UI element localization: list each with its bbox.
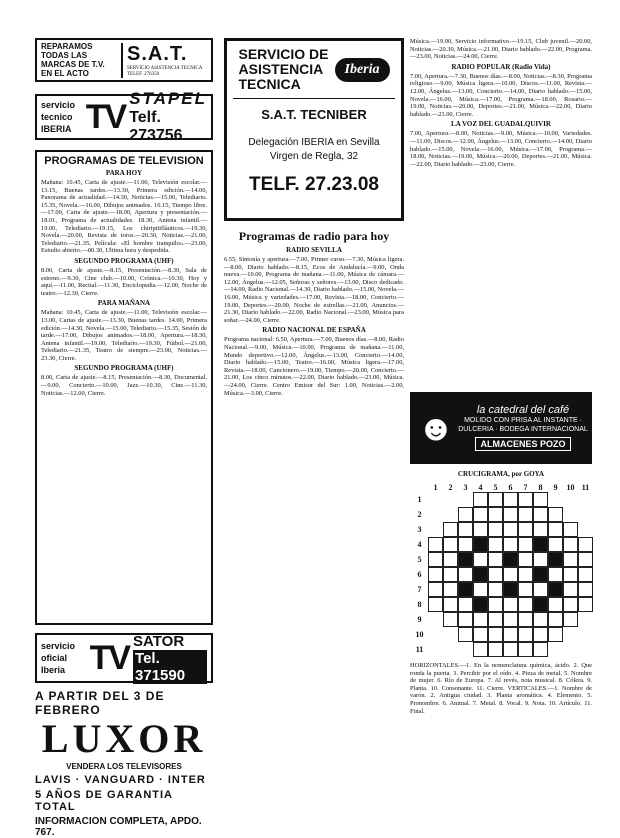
crossword-cell: [518, 537, 533, 552]
crossword-number: 10: [566, 483, 575, 492]
crossword-cell: [578, 627, 593, 642]
crossword-cell: [458, 492, 473, 507]
crossword-cell: [488, 642, 503, 657]
divider: [233, 98, 395, 99]
crossword-cell: [503, 492, 518, 507]
crossword-cell: [443, 507, 458, 522]
crossword-cell: [503, 612, 518, 627]
sator-tel: Tel. 371590: [133, 650, 207, 684]
stapel-brand: STAPEL: [129, 89, 207, 108]
stapel-ad: [35, 89, 213, 144]
crossword-cell: [488, 537, 503, 552]
crossword-cell: [458, 507, 473, 522]
crossword-cell: [473, 537, 488, 552]
crossword-cell: [563, 567, 578, 582]
luxor-line: VENDERA LOS TELEVISORES: [66, 762, 182, 771]
cafe-sub: MOLIDO CON PRISA AL INSTANTE · DULCERIA · BODEGA INTERNACIONAL: [458, 417, 588, 433]
iberia-logo: Iberia: [335, 58, 390, 82]
crossword-cell: [443, 567, 458, 582]
crossword-cell: [473, 552, 488, 567]
radio-programs: [224, 229, 404, 789]
crossword-cell: [503, 567, 518, 582]
iberia-deleg-line: Virgen de Regla, 32: [269, 151, 359, 162]
crossword-number: 2: [417, 510, 422, 519]
crossword-cell: [548, 612, 563, 627]
crossword-cell: [428, 522, 443, 537]
crossword-cell: [578, 537, 593, 552]
crossword-number: 1: [433, 483, 438, 492]
iberia-ad: [224, 38, 404, 221]
column-left: [35, 38, 213, 838]
tv-heading: SEGUNDO PROGRAMA (UHF): [74, 256, 174, 265]
crossword-cell: [428, 642, 443, 657]
iberia-deleg-line: Delegación IBERIA en Sevilla: [248, 137, 380, 148]
crossword-number: 1: [417, 495, 422, 504]
tv-programs: [35, 150, 213, 625]
crossword-cell: [518, 522, 533, 537]
crossword-cell: [578, 642, 593, 657]
crossword-cell: [428, 507, 443, 522]
crossword-cell: [503, 507, 518, 522]
crossword-cell: [518, 582, 533, 597]
crossword-number: 10: [415, 630, 424, 639]
crossword-cell: [563, 492, 578, 507]
tv-paragraph: Mañana: 10.45, Carta de ajuste.—11.00, Televisión escolar.—13.00, Cartas de ajuste.—13.30, Buenas tardes. 14.00, Primera edición.—14.30, Novela.—15.00, Telediario.—15.35, Sesión de tarde.—17.00, Dibujos animados.—18.00, Apertura.—18.30, Antena infantil.—19.00, Telediario.—19.30, Fútbol.—21.00, Telediario.—21.35, Teatro de siempre.—23.00, Noticias.—23.30, Cierre.: [41, 309, 207, 362]
crossword-cell: [533, 567, 548, 582]
radio-paragraph: Música.—19.00, Servicio informativo.—19.15, Club juvenil.—20.00, Noticias.—20.30, Música.—21.00, Diario hablado.—22.00, Programa.—23.00, Noticias.—24.00, Cierre.: [410, 38, 592, 61]
sat-tel: TELEF. 276350: [127, 71, 160, 77]
crossword-cell: [443, 582, 458, 597]
crossword-cell: [488, 582, 503, 597]
crossword-cell: [428, 597, 443, 612]
crossword-cell: [518, 507, 533, 522]
crossword-cell: [548, 507, 563, 522]
crossword-cell: [533, 627, 548, 642]
crossword-cell: [428, 537, 443, 552]
luxor-line: 5 AÑOS DE GARANTIA TOTAL: [35, 789, 173, 813]
crossword-cell: [518, 612, 533, 627]
crossword-number: 7: [523, 483, 528, 492]
crossword-cell: [473, 492, 488, 507]
crossword-cell: [548, 597, 563, 612]
crossword-cell: [563, 627, 578, 642]
crossword-cell: [458, 582, 473, 597]
radio-heading: RADIO POPULAR (Radio Vida): [451, 62, 551, 71]
crossword-cell: [578, 567, 593, 582]
radio-heading: RADIO SEVILLA: [286, 246, 342, 254]
radio-paragraph: 7.00, Apertura.—7.30, Buenos días.—8.00, Noticias.—8.30, Programa religioso.—9.00, Música ligera.—10.00, Discos.—11.00, Revista.—12.00, Ángelus.—13.00, Concierto.—14.00, Diario hablado.—15.00, Novela.—16.00, Música.—17.00, Programa.—18.00, Rosario.—19.00, Noticias.—20.00, Deportes.—21.00, Música.—22.00, Diario hablado.—23.00, Cierre.: [410, 72, 592, 118]
crossword-cell: [563, 582, 578, 597]
sator-ad: [35, 633, 213, 683]
crossword-cell: [563, 552, 578, 567]
crossword-cell: [428, 612, 443, 627]
crossword-number: 6: [508, 483, 513, 492]
crossword-cell: [578, 507, 593, 522]
crossword-cell: [518, 627, 533, 642]
luxor-line: LAVIS · VANGUARD · INTER: [35, 774, 206, 786]
crossword-number: 4: [478, 483, 483, 492]
iberia-service-line: TECNICA: [238, 76, 301, 92]
luxor-ad: [35, 689, 213, 838]
crossword-cell: [428, 552, 443, 567]
tv-heading: PARA HOY: [105, 169, 143, 177]
tv-heading: PARA MAÑANA: [97, 299, 151, 308]
iberia-service: [239, 47, 329, 92]
crossword-cell: [548, 522, 563, 537]
crossword-cell: [503, 522, 518, 537]
sat-line: MARCAS DE T.V.: [41, 60, 105, 69]
stapel-right: [129, 89, 207, 145]
cafe-ad: [410, 392, 592, 464]
crossword-cell: [548, 642, 563, 657]
radio-paragraph: 6.55, Sintonía y apertura.—7.00, Primer curso.—7.30, Música ligera.—8.00, Diario hablado.—8.15, Ecos de Andalucía.—9.00, Onda nueva.—10.00, Programa de mañana.—11.00, Música de cámara.—12.00, Ángelus.—12.05, Señoras y señores.—13.00, Disco dedicado.—14.00, Radio Nacional.—14.30, Diario hablado.—15.00, Novela.—16.00, Música y variedades.—17.00, Revista.—18.00, Concierto.—19.00, Deportes.—20.00, Noche de estrellas.—21.00, Anuncios.—21.30, Diario hablado.—22.00, Radio Nacional.—23.00, Música para soñar.—24.00, Cierre.: [224, 256, 404, 324]
crossword-cell: [458, 612, 473, 627]
tv-paragraph: Mañana: 10.45, Carta de ajuste.—11.00, Televisión escolar.—13.15, Buenas tardes.—13.30, Primera edición.—14.00, Panorama de actualidad.—14.30, Noticias.—15.00, Telediario. 15.35, Novela.—16.00, Dibujos animados. 16.15, Tiempo libre.—17.00, Carta de ajuste.—18.00, Apertura y presentación.—18.01, Programa de actualidades. 18.30, Antena infantil.—19.00, Telediario.—19.15, Los chiripitifláuticos.—19.30, Novela.—20.00, Revista de toros.—20.30, Noticias.—21.00, Telediario.—21.35, Película: «El hombre tranquilo».—23.00, Estudio abierto.—00.30, Ultima hora y despedida.: [41, 179, 207, 255]
crossword-cell: [428, 492, 443, 507]
crossword-cell: [458, 642, 473, 657]
crossword-number: 11: [581, 483, 590, 492]
sator-stack: [41, 640, 86, 676]
crossword-cell: [503, 597, 518, 612]
crossword-cell: [428, 627, 443, 642]
crossword-number: 6: [417, 570, 422, 579]
column-right: [410, 38, 592, 715]
crossword-cell: [458, 567, 473, 582]
column-middle: [224, 38, 404, 789]
crossword-cell: [428, 582, 443, 597]
crossword-cell: [488, 522, 503, 537]
tv-logo: TV: [85, 97, 126, 136]
crossword-cell: [458, 522, 473, 537]
crossword-cell: [518, 552, 533, 567]
sat-line: TODAS LAS: [41, 51, 88, 60]
crossword-cell: [503, 642, 518, 657]
tv-logo: TV: [89, 638, 130, 677]
crossword-cell: [548, 492, 563, 507]
iberia-service-line: SERVICIO DE: [238, 46, 329, 62]
iberia-service-line: ASISTENCIA: [238, 61, 324, 77]
mascot-icon: ☻: [417, 408, 455, 448]
crossword-cell: [473, 507, 488, 522]
sator-line: servicio: [41, 641, 76, 651]
crossword-cell: [563, 597, 578, 612]
crossword-cell: [563, 537, 578, 552]
sat-line: EN EL ACTO: [41, 69, 89, 78]
crossword-cell: [473, 642, 488, 657]
crossword-number: 4: [417, 540, 422, 549]
tv-paragraph: 8.00, Carta de ajuste.—8.15, Presentación.—8.30, Sala de estreno.—9.30, Cine club.—10.00, Crónica.—10.30, Hoy y aquí.—11.00, Recital.—11.30, Enciclopedia.—12.00, Noche de teatro.—12.30, Cierre.: [41, 266, 207, 297]
crossword-cell: [578, 612, 593, 627]
sator-right: [133, 633, 207, 684]
stapel-tel: Telf. 273756: [129, 109, 183, 144]
crossword-cell: [578, 492, 593, 507]
crossword-cell: [488, 567, 503, 582]
crossword-number: 5: [493, 483, 498, 492]
crossword-cell: [578, 597, 593, 612]
stapel-line: tecnico: [41, 112, 73, 122]
radio-heading: RADIO NACIONAL DE ESPAÑA: [262, 326, 366, 335]
crossword-cell: [563, 507, 578, 522]
crossword-cell: [548, 552, 563, 567]
crossword-title: CRUCIGRAMA, por GOYA: [457, 470, 545, 478]
crossword-cell: [503, 582, 518, 597]
crossword-cell: [443, 492, 458, 507]
crossword: [410, 480, 592, 660]
crossword-cell: [443, 552, 458, 567]
sat-logo: S.A.T.: [127, 42, 188, 65]
crossword-cell: [503, 552, 518, 567]
crossword-cell: [533, 612, 548, 627]
crossword-cell: [578, 522, 593, 537]
crossword-cell: [518, 567, 533, 582]
sator-line: Iberia: [41, 665, 66, 675]
crossword-cell: [458, 552, 473, 567]
crossword-cell: [563, 642, 578, 657]
radio-paragraph: 7.00, Apertura.—8.00, Noticias.—9.00, Música.—10.00, Variedades.—11.00, Discos.—12.00, Ángelus.—13.00, Concierto.—14.00, Diario hablado.—15.00, Novela.—16.00, Música.—17.00, Programa.—18.00, Noticias.—19.00, Música.—20.00, Deportes.—21.00, Música.—22.00, Diario hablado.—23.00, Cierre.: [410, 130, 592, 168]
tv-title: PROGRAMAS DE TELEVISION: [44, 155, 204, 167]
crossword-cell: [518, 492, 533, 507]
crossword-number: 8: [538, 483, 543, 492]
cafe-title: la catedral del café: [476, 404, 570, 416]
crossword-cell: [458, 537, 473, 552]
crossword-grid: [428, 492, 593, 657]
crossword-cell: [458, 597, 473, 612]
crossword-cell: [533, 492, 548, 507]
stapel-line: servicio: [41, 100, 76, 110]
crossword-cell: [473, 522, 488, 537]
crossword-cell: [578, 552, 593, 567]
crossword-cell: [503, 627, 518, 642]
crossword-cell: [563, 522, 578, 537]
crossword-number: 7: [417, 585, 422, 594]
crossword-cell: [473, 597, 488, 612]
crossword-cell: [488, 507, 503, 522]
crossword-cell: [533, 597, 548, 612]
crossword-cell: [518, 642, 533, 657]
crossword-cell: [443, 642, 458, 657]
crossword-number: 9: [553, 483, 558, 492]
sator-line: oficial: [41, 653, 68, 663]
crossword-cell: [488, 597, 503, 612]
radio-title: Programas de radio para hoy: [238, 229, 390, 243]
crossword-row-numbers: [412, 492, 427, 657]
crossword-number: 5: [417, 555, 422, 564]
sat-sub: SERVICIO ASISTENCIA TECNICA: [127, 65, 203, 71]
crossword-cell: [578, 582, 593, 597]
crossword-cell: [473, 612, 488, 627]
crossword-cell: [518, 597, 533, 612]
sat-ad-text: [41, 42, 119, 78]
iberia-top: [233, 47, 395, 92]
crossword-cell: [533, 537, 548, 552]
tv-paragraph: 8.00, Carta de ajuste.—8.15, Presentación.—8.30, Documental.—9.00, Concierto.—10.00, Jazz.—10.30, Cine.—11.30, Noticias.—12.00, Cierre.: [41, 374, 207, 397]
cafe-store: ALMACENES POZO: [475, 437, 570, 451]
crossword-cell: [473, 627, 488, 642]
crossword-cell: [458, 627, 473, 642]
crossword-cell: [488, 492, 503, 507]
crossword-number: 3: [463, 483, 468, 492]
radio-continued: [410, 38, 592, 386]
crossword-cell: [563, 612, 578, 627]
luxor-line: A PARTIR DEL 3 DE FEBRERO: [35, 689, 165, 717]
crossword-cell: [428, 567, 443, 582]
crossword-cell: [443, 597, 458, 612]
sat-line: REPARAMOS: [41, 42, 93, 51]
iberia-tel: TELF. 27.23.08: [249, 174, 379, 195]
sat-ad-logo-block: [121, 43, 202, 78]
stapel-line: IBERIA: [41, 124, 72, 134]
crossword-cell: [533, 507, 548, 522]
tv-heading: SEGUNDO PROGRAMA (UHF): [74, 364, 174, 373]
crossword-cell: [533, 522, 548, 537]
crossword-cell: [548, 582, 563, 597]
crossword-number: 11: [415, 645, 424, 654]
luxor-line: INFORMACION COMPLETA, APDO. 767.: [35, 816, 202, 838]
crossword-cell: [503, 537, 518, 552]
crossword-cell: [443, 522, 458, 537]
sat-ad: [35, 38, 213, 82]
crossword-cell: [548, 537, 563, 552]
crossword-number: 8: [417, 600, 422, 609]
stapel-stack: [41, 99, 82, 135]
crossword-cell: [533, 582, 548, 597]
cafe-text: [458, 404, 588, 452]
crossword-cell: [488, 627, 503, 642]
crossword-cell: [548, 567, 563, 582]
crossword-cell: [533, 642, 548, 657]
crossword-cell: [443, 537, 458, 552]
crossword-number: 9: [417, 615, 422, 624]
crossword-cell: [473, 582, 488, 597]
crossword-cell: [443, 627, 458, 642]
crossword-cell: [488, 612, 503, 627]
luxor-brand: LUXOR: [41, 716, 207, 761]
crossword-cell: [488, 552, 503, 567]
iberia-sat: S.A.T. TECNIBER: [261, 107, 367, 122]
crossword-cell: [443, 612, 458, 627]
sator-brand: SATOR: [133, 632, 185, 650]
crossword-cell: [548, 627, 563, 642]
iberia-deleg: [233, 136, 395, 164]
radio-paragraph: Programa nacional: 6.50, Apertura.—7.00, Buenos días.—8.00, Radio Nacional.—9.00, Música.—10.00, Programa de mañana.—11.00, Mundo deportivo.—12.00, Ángelus.—13.00, Concierto.—14.00, Diario hablado.—15.00, Teatro.—16.00, Música ligera.—17.00, Revista.—18.00, Cancionero.—19.00, Tiempo.—20.00, Concierto.—21.00, Los cinco minutos.—22.00, Diario hablado.—23.00, Música.—24.00, Cierre. Centro Emisor del Sur: 1.00, Noticias.—2.00, Música.—3.00, Cierre.: [224, 336, 404, 397]
crossword-clues: HORIZONTALES.—1. En la nomenclatura química, ácido. 2. Que ronda la puerta. 3. Percibir por el oído. 4. Pieza de metal. 5. Nombre de mujer. 6. Río de Europa. 7. Al revés, nota musical. 8. Cólera. 9. Planta. 10. Consonante. 11. Cierre. VERTICALES.—1. Nombre de varón. 2. Antigua ciudad. 3. Planta aromática. 4. Elemento. 5. Pronombre. 6. Animal. 7. Metal. 8. Vocal. 9. Nota. 10. Artículo. 11. Final.: [410, 662, 592, 715]
crossword-number: 2: [448, 483, 453, 492]
crossword-number: 3: [417, 525, 422, 534]
radio-heading: LA VOZ DEL GUADALQUIVIR: [451, 120, 551, 129]
crossword-cell: [533, 552, 548, 567]
crossword-cell: [473, 567, 488, 582]
